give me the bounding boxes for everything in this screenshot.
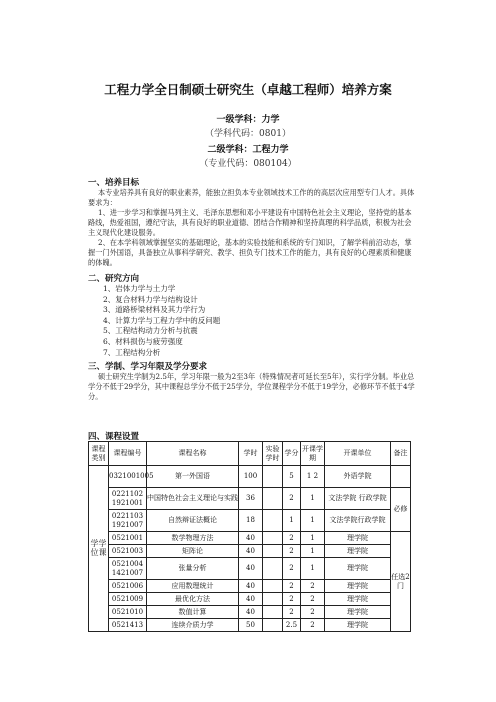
code-cell: 0521003 [109,545,147,558]
code-cell: 0521413 [109,619,147,632]
table-row [89,488,411,510]
name-cell: 第一外国语 [147,466,239,488]
unit-cell: 理学院 [325,532,391,545]
lab-cell [263,510,283,532]
header-category: 课程类别 [89,442,109,466]
table-row [89,532,411,545]
name-cell: 自然辩证法概论 [147,510,239,532]
hours-cell: 18 [239,510,263,532]
unit-cell: 理学院 [325,580,391,593]
discipline-level1-code: （学科代码：0801） [205,129,291,139]
code-cell: 0521001 [109,532,147,545]
credits-cell: 2 [283,558,301,580]
list-item: 5、工程结构动力分析与抗震 [103,326,198,336]
header-unit: 开课单位 [325,442,391,466]
code-cell: 0221103 1921007 [109,510,147,532]
name-cell: 连续介质力学 [147,619,239,632]
credits-cell: 2 [283,488,301,510]
header-semester: 开课学期 [301,442,325,466]
discipline-level1: 一级学科：力学 [216,115,280,125]
header-code: 课程编号 [109,442,147,466]
credits-cell: 5 [283,466,301,488]
note-elective-cell: 任选2门 [391,532,411,632]
duration-text: 硕士研究生学制为2.5年，学习年限一般为2至3年（特殊情况者可延长至5年），实行学分制。毕业总学分不低于29学分，其中课程总学分不低于25学分，学位课程学分不低于19学分，必修环节不低于4学分。 [88,372,415,401]
section-heading-duration: 三、学制、学习年限及学分要求 [88,362,208,372]
credits-cell: 2 [283,606,301,619]
header-note: 备注 [391,442,411,466]
list-item: 3、道路桥梁材料及其力学行为 [103,305,206,315]
credits-cell: 2 [283,545,301,558]
unit-cell: 文法学院 行政学院 [325,488,391,510]
section-heading-courses: 四、课程设置 [88,432,140,442]
name-cell: 数学物理方法 [147,532,239,545]
hours-cell: 40 [239,545,263,558]
note-cell [391,466,411,488]
list-item: 1、岩体力学与土力学 [103,284,176,293]
section-heading-objectives: 一、培养目标 [88,178,140,188]
table-row [89,558,411,580]
code-cell: 0221102 1921001 [109,488,147,510]
lab-cell [263,532,283,545]
semester-cell: 1 [301,532,325,545]
unit-cell: 理学院 [325,606,391,619]
research-direction-list [103,284,220,358]
code-cell: 0521006 [109,580,147,593]
table-header-row [89,442,411,466]
objectives-item-2: 2、在本学科领域掌握坚实的基础理论，基本的实验技能和系统的专门知识，了解学科前沿动态，掌握一门外国语，具备独立从事科学研究、教学、担负专门技术工作的能力，具有良好的心理素质和健康的体魄。 [88,238,412,267]
unit-cell: 理学院 [325,545,391,558]
semester-cell: 1 [301,510,325,532]
header-lab-hours: 实验学时 [263,442,283,466]
discipline-level2: 二级学科：工程力学 [207,145,289,155]
unit-cell: 文法学院行政学院 [325,510,391,532]
semester-cell: 2 [301,606,325,619]
lab-cell [263,545,283,558]
hours-cell: 40 [239,606,263,619]
table-row [89,619,411,632]
semester-cell: 1 2 [301,466,325,488]
credits-cell: 2 [283,532,301,545]
lab-cell [263,488,283,510]
name-cell: 应用数理统计 [147,580,239,593]
list-item: 6、材料损伤与疲劳强度 [103,336,183,346]
lab-cell [263,593,283,606]
lab-cell [263,580,283,593]
table-row [89,606,411,619]
lab-cell [263,558,283,580]
hours-cell: 50 [239,619,263,632]
semester-cell: 2 [301,619,325,632]
objectives-item-1: 1、进一步学习和掌握马列主义、毛泽东思想和邓小平建设有中国特色社会主义理论，坚持党的基本路线，热爱祖国，遵纪守法，具有良好的职业道德、团结合作精神和坚持真理的科学品质，积极为社会主义现代化建设服务。 [88,208,412,237]
table-row [89,580,411,593]
hours-cell: 40 [239,593,263,606]
table-row [89,593,411,606]
semester-cell: 2 [301,580,325,593]
category-cell: 学学位课 [89,466,109,632]
list-item: 2、复合材料力学与结构设计 [103,294,198,304]
code-cell: 0321001005 [109,466,147,488]
name-cell: 数值计算 [147,606,239,619]
discipline-level2-code: （专业代码：080104） [199,159,297,169]
document-title: 工程力学全日制硕士研究生（卓越工程师）培养方案 [104,82,392,97]
note-required-cell: 必修 [391,488,411,532]
lab-cell [263,619,283,632]
semester-cell: 1 [301,545,325,558]
table-row [89,466,411,488]
credits-cell: 2 [283,593,301,606]
semester-cell: 1 [301,488,325,510]
lab-cell [263,606,283,619]
list-item: 4、计算力学与工程力学中的反问题 [103,315,221,325]
name-cell: 张量分析 [147,558,239,580]
header-name: 课程名称 [147,442,239,466]
code-cell: 0521010 [109,606,147,619]
objectives-intro: 本专业培养具有良好的职业素养，能独立担负本专业领域技术工作的的高层次应用型专门人才。具体要求为： [88,188,415,207]
lab-cell [263,466,283,488]
course-table [88,441,411,632]
list-item: 7、工程结构分析 [103,347,161,357]
name-cell: 中国特色社会主义理论与实践 [147,488,239,510]
semester-cell: 2 [301,593,325,606]
hours-cell: 40 [239,532,263,545]
semester-cell: 1 [301,558,325,580]
hours-cell: 40 [239,558,263,580]
credits-cell: 1 [283,510,301,532]
unit-cell: 外语学院 [325,466,391,488]
unit-cell: 理学院 [325,558,391,580]
section-heading-research: 二、研究方向 [88,274,140,284]
hours-cell: 36 [239,488,263,510]
header-credits: 学分 [283,442,301,466]
hours-cell: 100 [239,466,263,488]
hours-cell: 40 [239,580,263,593]
credits-cell: 2 [283,580,301,593]
code-cell: 0521004 1421007 [109,558,147,580]
name-cell: 矩阵论 [147,545,239,558]
table-row [89,510,411,532]
code-cell: 0521009 [109,593,147,606]
header-hours: 学时 [239,442,263,466]
credits-cell: 2.5 [283,619,301,632]
unit-cell: 理学院 [325,619,391,632]
unit-cell: 理学院 [325,593,391,606]
name-cell: 最优化方法 [147,593,239,606]
table-row [89,545,411,558]
